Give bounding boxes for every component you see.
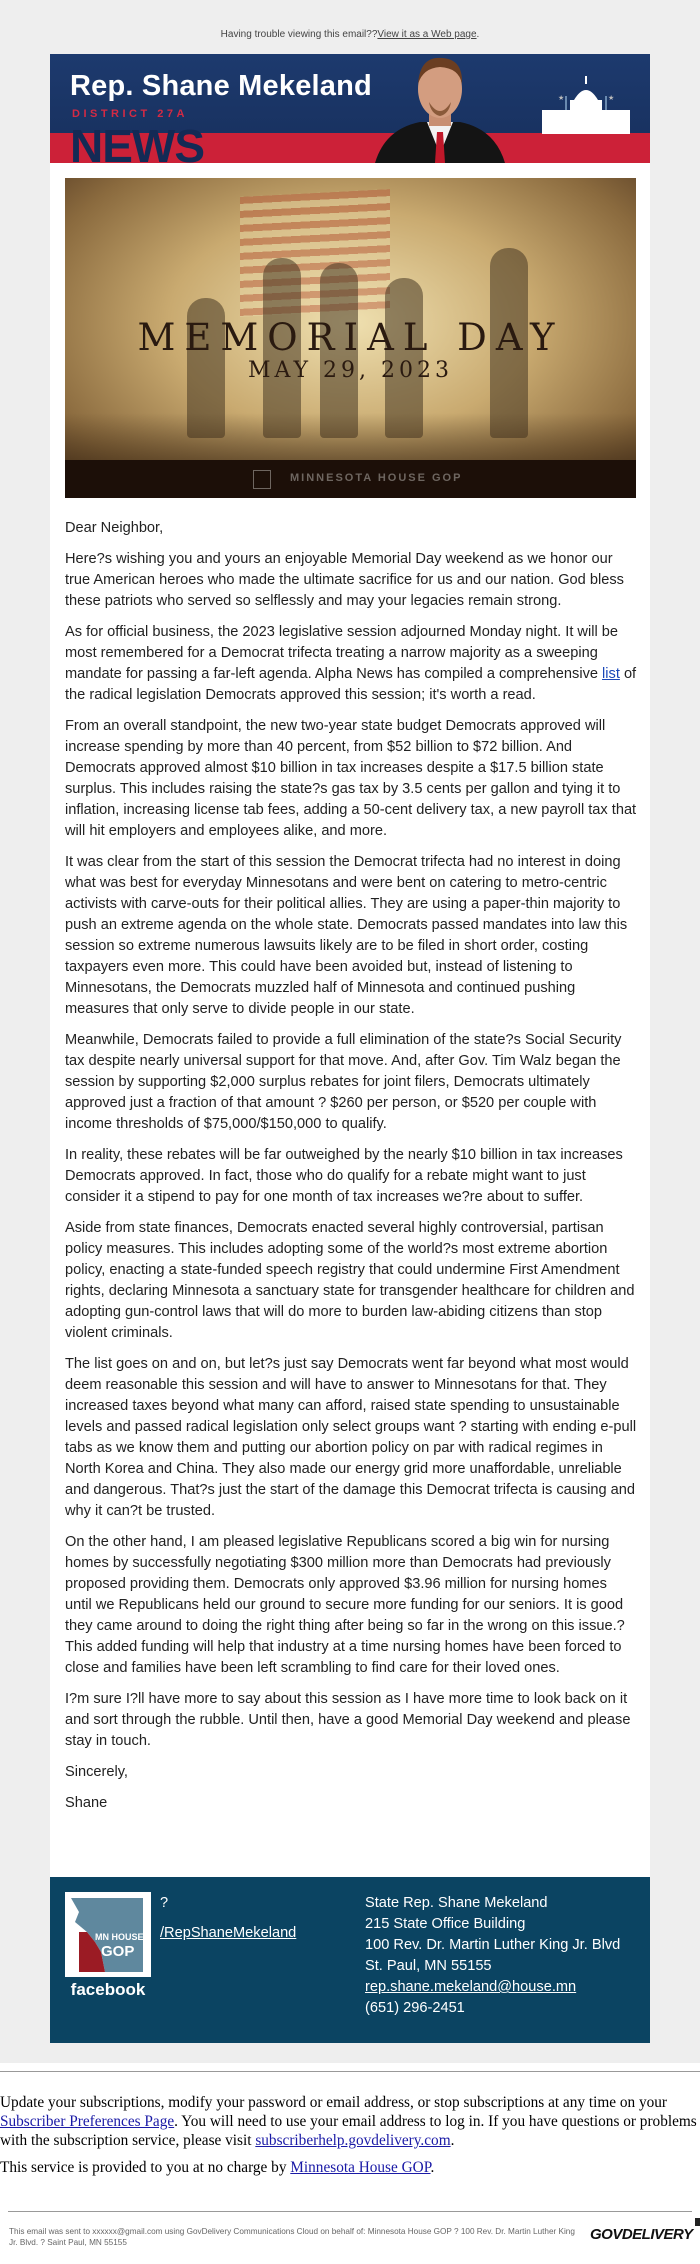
capitol-icon: [540, 76, 632, 136]
svg-text:★: ★: [558, 95, 565, 102]
hero-org: MINNESOTA HOUSE GOP: [290, 472, 463, 484]
hero-date: MAY 29, 2023: [247, 358, 453, 383]
subscription-text: . You will need to use your email address to log in. If you have questions or problems with the subscription service, please visit: [0, 2113, 697, 2149]
address-line: 215 State Office Building: [365, 1916, 526, 1932]
view-web-page-link[interactable]: View it as a Web page: [377, 29, 477, 40]
mn-house-gop-facebook-logo[interactable]: [65, 1892, 151, 1977]
paragraph: Here?s wishing you and yours an enjoyable Memorial Day weekend as we honor our true American heroes who made the ultimate sacrifice for us and our nation. God bless these patriots who served so selflessly and may your legacies remain strong.: [65, 551, 624, 609]
office-address: [365, 1893, 620, 2019]
banner-title: Rep. Shane Mekeland: [70, 70, 372, 102]
ground-shading: [65, 413, 636, 463]
paragraph: Aside from state finances, Democrats enacted several highly controversial, partisan policy measures. This includes adopting some of the world?s most extreme abortion policy, enacting a state-funded speech registry that could undermine First Amendment rights, declaring Minnesota a sanctuary state for transgender healthcare for children and adopting gun-control laws that will do more to burden law-abiding citizens than stop violent criminals.: [65, 1220, 635, 1341]
paragraph: It was clear from the start of this session the Democrat trifecta had no interest in doing what was best for everyday Minnesotans and were bent on catering to metro-centric activists with carve-outs for their political allies. They are using a paper-thin majority to push an extreme agenda on the whole state. Democrats passed mandates into law this session so extreme numerous lawsuits likely are to be filed in short order, costing taxpayers even more. This could have been avoided but, instead of listening to Minnesotans, the Democrats muzzled half of Minnesota and continued pushing measures that only serve to divide people in our state.: [65, 854, 628, 1017]
representative-portrait: [365, 54, 515, 163]
preheader: [0, 29, 700, 40]
hero-title: MEMORIAL DAY: [137, 316, 564, 359]
paragraph: In reality, these rebates will be far outweighed by the nearly $10 billion in tax increases Democrats approved. In fact, those who do qualify for a rebate might want to just consider it a stipend to pay for one month of tax increases we?re about to suffer.: [65, 1147, 623, 1205]
govdelivery-logo-text: GOVDELIVERY: [590, 2226, 693, 2243]
paragraph-text: of the radical legislation Democrats approved this session; it's worth a read.: [65, 666, 637, 703]
paragraph-text: As for official business, the 2023 legislative session adjourned Monday night. It will be most remembered for a Democrat trifecta treating a narrow majority as a sweeping mandate for passing a far-left agenda. Alpha News has compiled a comprehensive: [65, 624, 618, 682]
subscription-text: .: [450, 2132, 455, 2149]
service-text: This service is provided to you at no charge by: [0, 2159, 291, 2176]
address-line: 100 Rev. Dr. Martin Luther King Jr. Blvd: [365, 1937, 621, 1953]
question-mark: ?: [160, 1895, 169, 1911]
minnesota-house-gop-link[interactable]: Minnesota House GOP: [290, 2159, 431, 2176]
logo-text-gop: GOP: [101, 1943, 135, 1960]
paragraph: Meanwhile, Democrats failed to provide a full elimination of the state?s Social Security tax despite nearly universal support for that move. And, after Gov. Tim Walz began the session by supporting $2,000 surplus rebates for joint filers, Democrats ultimately approved just a fraction of that amount ? $260 per person, or $520 per couple with income thresholds of $75,000/$150,000 to qualify.: [65, 1032, 622, 1132]
legal-notice: This email was sent to xxxxxx@gmail.com using GovDelivery Communications Cloud on behalf of: Minnesota House GOP ? 100 Rev. Dr. Martin Luther King Jr. Blvd. ? Saint Paul, MN 55155: [9, 2227, 575, 2247]
address-line: St. Paul, MN 55155: [365, 1958, 492, 1974]
svg-text:★: ★: [608, 95, 615, 102]
memorial-day-image: [65, 178, 636, 498]
greeting: Dear Neighbor,: [65, 520, 164, 536]
facebook-label: facebook: [70, 1980, 146, 1999]
paragraph: I?m sure I?ll have more to say about this session as I have more time to look back on it and sort through the rubble. Until then, have a good Memorial Day weekend and please stay in touch.: [65, 1691, 631, 1749]
subscription-text: Update your subscriptions, modify your password or email address, or stop subscriptions at any time on your: [0, 2094, 668, 2111]
banner-news: NEWS: [70, 120, 204, 163]
email-link[interactable]: rep.shane.mekeland@house.mn: [365, 1979, 577, 1995]
paragraph: On the other hand, I am pleased legislative Republicans scored a big win for nursing homes by successfully negotiating $300 million more than Democrats had previously proposed providing them. Democrats only approved $3.96 million for nursing homes until we Republicans held our ground to secure more funding for our seniors. It is good they came around to doing the right thing after being so far in the wrong on this issue.?This added funding will help that industry at a time nursing homes have been forced to close and families have been left scrambling to find care for their loved ones.: [65, 1534, 625, 1676]
mn-house-gop-icon: [253, 470, 271, 489]
signature: Shane: [65, 1795, 108, 1811]
preheader-text: Having trouble viewing this email??: [220, 29, 378, 40]
address-line: State Rep. Shane Mekeland: [365, 1895, 548, 1911]
facebook-page-link[interactable]: /RepShaneMekeland: [160, 1925, 297, 1941]
closing: Sincerely,: [65, 1764, 128, 1780]
divider: [0, 2071, 700, 2072]
envelope-icon: [695, 2218, 700, 2226]
govdelivery-logo[interactable]: [590, 2226, 693, 2243]
divider: [8, 2211, 692, 2212]
subscriber-help-link[interactable]: subscriberhelp.govdelivery.com: [255, 2132, 451, 2149]
subscriber-preferences-link[interactable]: Subscriber Preferences Page: [0, 2113, 175, 2130]
header-banner: [50, 54, 650, 163]
phone-number: (651) 296-2451: [365, 2000, 465, 2016]
service-text: .: [430, 2159, 435, 2176]
letter-body: [65, 518, 637, 1824]
alpha-news-list-link[interactable]: list: [602, 666, 620, 682]
preheader-suffix: .: [476, 29, 480, 40]
subscription-notice: [0, 2093, 700, 2150]
hero-footer-bar: [65, 460, 636, 498]
paragraph: [65, 622, 637, 706]
paragraph: From an overall standpoint, the new two-year state budget Democrats approved will increase spending by more than 40 percent, from $52 billion to $72 billion. And Democrats approved almost $10 billion in tax increases despite a $17.5 billion state surplus. This includes raising the state?s gas tax by 3.5 cents per gallon and tying it to inflation, increasing license tab fees, adding a 50-cent delivery tax, a new payroll tax that will hit employers and employees alike, and more.: [65, 718, 637, 839]
paragraph: The list goes on and on, but let?s just say Democrats went far beyond what most would deem reasonable this session and will have to answer to Minnesotans for that. They increased taxes beyond what many can afford, raised state spending to unsustainable levels and passed radical legislation only select groups want ? starting with ending e-pull tabs as we know them and putting our abortion policy on par with radical regimes in North Korea and China. They also made our energy grid more unaffordable, unreliable and dangerous. That?s just the start of the damage this Democrat trifecta is causing and why it can?t be trusted.: [65, 1356, 637, 1519]
service-notice: [0, 2159, 434, 2177]
logo-text-mnhouse: MN HOUSE: [95, 1932, 144, 1942]
contact-footer: [50, 1877, 650, 2043]
banner-district: DISTRICT 27A: [72, 108, 188, 120]
email-body: [50, 163, 650, 1877]
